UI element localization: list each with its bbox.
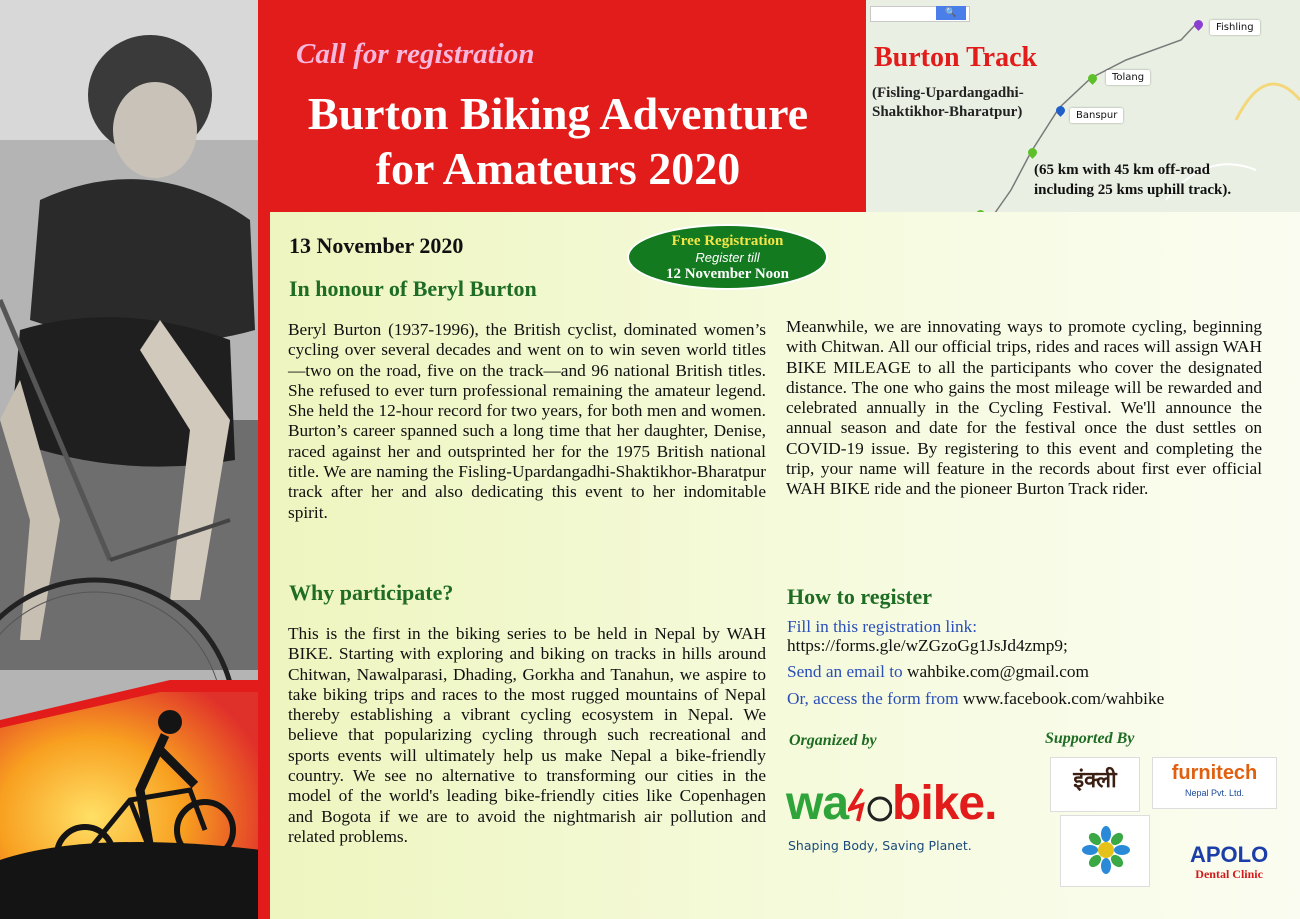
map-distance-note <box>1034 160 1231 200</box>
title-line-2: for Amateurs 2020 <box>375 143 741 194</box>
email-label: Send an email to <box>787 662 903 681</box>
bike-text: bike. <box>892 777 997 830</box>
furnitech-logo <box>1152 757 1277 809</box>
place-label: Tolang <box>1106 70 1150 85</box>
how-to-register-heading: How to register <box>787 584 932 609</box>
inkli-logo: इंक्ली <box>1050 757 1140 812</box>
title-line-1: Burton Biking Adventure <box>307 88 809 139</box>
laboratory-logo <box>1060 815 1150 887</box>
map-note-line: including 25 kms uphill track). <box>1034 182 1232 198</box>
why-participate-heading: Why participate? <box>289 580 454 605</box>
place-label: Fishling <box>1210 20 1260 35</box>
supported-by-label: Supported By <box>1045 730 1135 747</box>
page-title <box>258 86 858 196</box>
beryl-burton-paragraph: Beryl Burton (1937-1996), the British cyclist, dominated women’s cycling over several decades and went on to win seven world titles—two on the road, five on the track—and 96 national British titles. She refused to ever turn professional remaining the amateur legend. She held the 12-hour record for two years, for both men and women. Burton’s career spanned such a long time that her daughter, Denise, raced against her and outsprinted her for the 1975 British national title. We are naming the Fisling-Upardangadhi-Shaktikhor-Bharatpur track after her and also dedicating this event to her indomitable spirit. <box>288 320 766 522</box>
apolo-logo <box>1190 843 1268 882</box>
wah-text: wa <box>786 777 849 830</box>
free-registration-badge <box>627 224 828 290</box>
map-subtitle-line: Shaktikhor-Bharatpur) <box>872 104 1023 120</box>
left-red-strip <box>258 212 270 919</box>
place-label: Banspur <box>1070 108 1123 123</box>
bike-wheel-icon <box>848 780 892 816</box>
furnitech-sub: Nepal Pvt. Ltd. <box>1184 788 1245 798</box>
map-search-button[interactable]: 🔍 <box>936 6 966 20</box>
facebook-label: Or, access the form from <box>787 689 959 708</box>
register-till-label: Register till <box>695 250 760 265</box>
flower-icon <box>1061 816 1151 888</box>
free-registration-label: Free Registration <box>671 233 784 249</box>
deadline-label: 12 November Noon <box>665 266 790 282</box>
facebook-link[interactable]: www.facebook.com/wahbike <box>962 689 1165 708</box>
map-title: Burton Track <box>874 42 1038 73</box>
apolo-name: APOLO <box>1190 842 1269 867</box>
event-date: 13 November 2020 <box>289 233 464 258</box>
wah-bike-wordmark <box>786 776 996 832</box>
apolo-sub: Dental Clinic <box>1195 867 1263 881</box>
map-subtitle <box>872 84 1024 122</box>
mileage-paragraph: Meanwhile, we are innovating ways to promote cycling, beginning with Chitwan. All our official trips, rides and races will assign WAH BIKE MILEAGE to all the participants who cover the designated distance. The one who gains the most mileage will be rewarded and celebrated annually in the Cycling Festival. We'll announce the annual season and date for the festival once the dust settles on COVID-19 issue. By registering to this event and completing the trip, your name will feature in the records about first ever official WAH BIKE ride and the pioneer Burton Track rider. <box>786 317 1262 499</box>
wah-tagline: Shaping Body, Saving Planet. <box>788 838 972 853</box>
wah-bike-logo <box>786 776 1026 866</box>
call-for-registration: Call for registration <box>296 38 535 70</box>
registration-link-label <box>787 617 977 637</box>
facebook-line <box>787 689 1164 709</box>
furnitech-name: furnitech <box>1171 762 1258 784</box>
registration-link[interactable] <box>787 636 1068 656</box>
honour-heading: In honour of Beryl Burton <box>289 276 537 301</box>
registration-url[interactable]: https://forms.gle/wZGzoGg1JsJd4zmp9; <box>787 636 1068 655</box>
map-subtitle-line: (Fisling-Upardangadhi- <box>872 85 1024 101</box>
sunset-cyclist-graphic <box>0 680 270 919</box>
email-link[interactable]: wahbike.com@gmail.com <box>907 662 1089 681</box>
registration-link-text: Fill in this registration link: <box>787 617 978 636</box>
organized-by-label: Organized by <box>789 732 877 749</box>
map-note-line: (65 km with 45 km off-road <box>1034 162 1210 178</box>
email-line <box>787 662 1089 682</box>
why-participate-paragraph: This is the first in the biking series to be held in Nepal by WAH BIKE. Starting with exploring and biking on tracks in hills around Chitwan, Nawalparasi, Dhading, Gorkha and Tanahun, we aspire to take biking trips and races to the most rugged mountains of Nepal thereby establishing a vibrant cycling ecosystem in Nepal. We believe that popularizing cycling through such recreational and sports events will ultimately help us make Nepal a bike-friendly country. We see no alternative to transforming our cities in the model of the world's leading bike-friendly cities like Copenhagen and Bogota if we are to avoid the nightmarish air pollution and related problems. <box>288 624 766 846</box>
